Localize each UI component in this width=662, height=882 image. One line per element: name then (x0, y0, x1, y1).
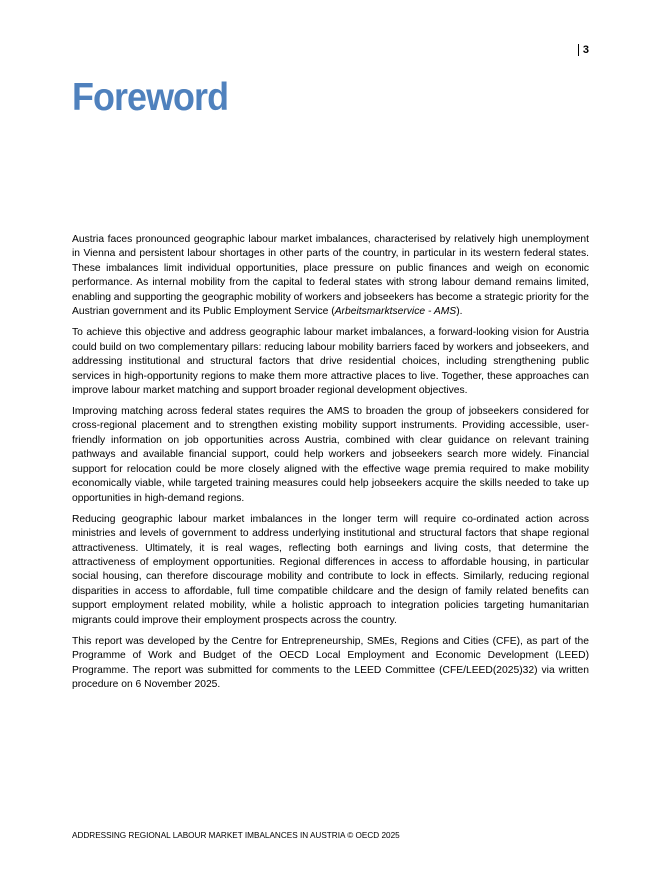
page-title: Foreword (72, 76, 229, 119)
paragraph-2: To achieve this objective and address geographic labour market imbalances, a forward-looking vision for Austria could build on two complementary pillars: reducing labour mobility barriers faced by workers and jobseekers, and addressing institutional and structural factors that drive residential choices, including strengthening public services in high-opportunity regions to make them more attractive places to live. Together, these approaches can improve labour market matching and support broader regional development objectives. (72, 327, 589, 397)
paragraph-1-text: Austria faces pronounced geographic labour market imbalances, characterised by relatively high unemployment in Vienna and persistent labour shortages in other parts of the country, in particular in its western federal states. These imbalances limit individual opportunities, place pressure on public finances and weigh on economic performance. As internal mobility from the capital to federal states with strong labour demand remains limited, enabling and supporting the geographic mobility of workers and jobseekers has become a strategic priority for the Austrian government and its Public Employment Service ( (72, 234, 589, 318)
body-text (72, 233, 589, 699)
paragraph-1 (72, 233, 589, 320)
page-number (578, 43, 589, 57)
paragraph-4: Reducing geographic labour market imbalances in the longer term will require co-ordinated action across ministries and levels of government to address underlying institutional and structural factors that shape regional attractiveness. Ultimately, it is real wages, reflecting both earnings and living costs, that determine the attractiveness of employment opportunities. Regional differences in access to affordable housing, in particular social housing, can therefore discourage mobility and contribute to lock in effects. Similarly, reducing regional disparities in access to affordable, full time compatible childcare and the design of family related benefits can support employment related mobility, while a holistic approach to integration policies targeting humanitarian migrants could improve their employment prospects across the country. (72, 513, 589, 626)
page-footer: ADDRESSING REGIONAL LABOUR MARKET IMBALANCES IN AUSTRIA © OECD 2025 (72, 831, 400, 840)
page-number-divider (578, 44, 579, 56)
paragraph-3: Improving matching across federal states requires the AMS to broaden the group of jobseekers considered for cross-regional placement and to strengthen existing mobility support instruments. Providing accessible, user-friendly information on job opportunities across Austria, combined with clear guidance on relevant training pathways and available financial support, could help workers and jobseekers search more widely. Financial support for relocation could be more closely aligned with the effective wage premia required to make mobility economically viable, while targeted training measures could help jobseekers acquire the skills needed to take up opportunities in high-demand regions. (72, 405, 589, 504)
paragraph-5: This report was developed by the Centre for Entrepreneurship, SMEs, Regions and Cities (CFE), as part of the Programme of Work and Budget of the OECD Local Employment and Economic Development (LEED) Programme. The report was submitted for comments to the LEED Committee (CFE/LEED(2025)32) via written procedure on 6 November 2025. (72, 635, 589, 691)
paragraph-1-end: ). (456, 306, 463, 318)
page-number-value: 3 (582, 44, 589, 56)
paragraph-1-italic: Arbeitsmarktservice - AMS (334, 306, 457, 318)
